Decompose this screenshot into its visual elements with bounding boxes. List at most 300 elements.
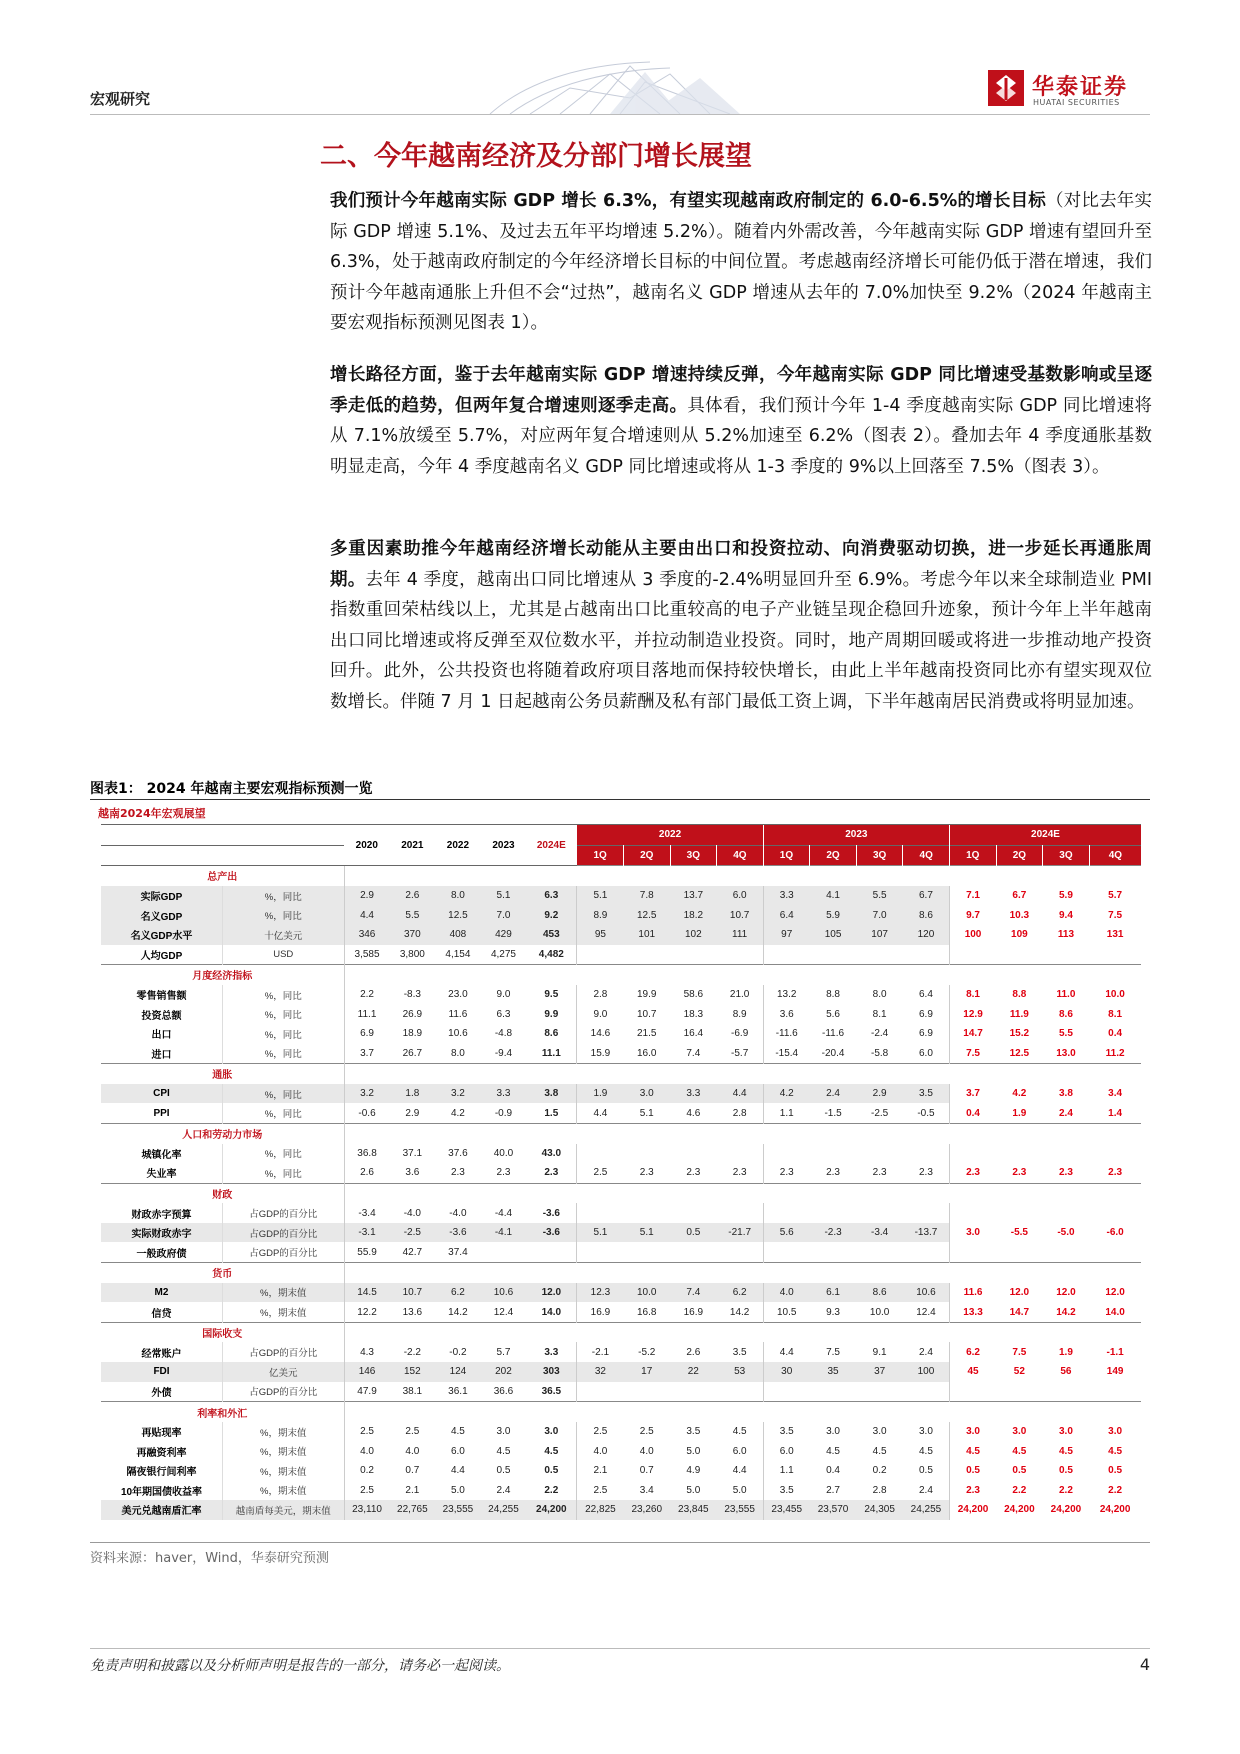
year-value: 9.2 (526, 905, 577, 925)
quarter-value: 6.9 (919, 1028, 933, 1040)
category-filler (903, 1322, 950, 1342)
quarter-value (950, 1242, 997, 1262)
quarter-value: 111 (717, 925, 764, 945)
row-label: 零售销售额 (136, 991, 187, 1003)
quarter-value: -1.1 (1106, 1346, 1124, 1358)
paragraph-2-body: 具体看，我们预计今年 1-4 季度越南实际 GDP 同比增速将从 7.1%放缓至 5.7%，对应两年复合增速则从 5.2%加速至 6.2%（图表 2）。叠加去年 4 季度通胀基数明显走高，今年 4 季度越南名义 GDP 同比增速或将从 1-3 季度的 9%以上回落至 7.5%（图表 3）。 (330, 395, 1153, 477)
quarter-value (717, 945, 764, 965)
figure-title: 图表1： 2024 年越南主要宏观指标预测一览 (90, 781, 373, 797)
quarter-value: 22 (670, 1362, 717, 1382)
quarter-value: -2.1 (577, 1342, 624, 1362)
category-filler (481, 1064, 527, 1084)
row-label: CPI (101, 1084, 223, 1104)
year-value: 0.5 (496, 1465, 511, 1477)
category-filler (390, 866, 436, 886)
category-filler (950, 1064, 997, 1084)
table-row (101, 1362, 1141, 1382)
row-unit: 占GDP的百分比 (223, 1242, 345, 1262)
category-filler (950, 1322, 997, 1342)
quarter-value: 16.9 (577, 1302, 624, 1322)
row-unit: %，同比 (223, 1004, 345, 1024)
quarter-value: 2.4 (1058, 1107, 1073, 1119)
table-row (101, 1382, 1141, 1402)
quarter-value: 58.6 (683, 989, 704, 1001)
quarter-value: 16.0 (637, 1047, 657, 1059)
category-filler (717, 965, 764, 985)
table-row (101, 1242, 1141, 1262)
quarter-value: 14.7 (950, 1024, 997, 1044)
category-filler (1089, 1123, 1141, 1143)
category-filler (390, 1402, 436, 1422)
year-value: 6.3 (496, 1008, 511, 1020)
category-filler (623, 1064, 670, 1084)
year-value: 9.9 (544, 1008, 559, 1020)
quarter-value (1089, 945, 1141, 965)
quarter-value (810, 1144, 857, 1164)
year-value: 37.6 (448, 1147, 468, 1159)
year-value: 47.9 (344, 1382, 390, 1402)
category-label: 月度经济指标 (101, 965, 344, 985)
year-value: 5.1 (481, 886, 527, 906)
footer-rule (90, 1648, 1150, 1649)
year-value: 10.7 (390, 1283, 436, 1303)
category-row (101, 1402, 1141, 1422)
category-label: 国际收支 (101, 1322, 344, 1342)
category-filler (435, 1322, 481, 1342)
paragraph-2 (330, 360, 1152, 482)
quarter-value (996, 1242, 1043, 1262)
category-filler (810, 1322, 857, 1342)
quarter-header: 4Q (717, 845, 764, 866)
quarter-value: 9.1 (872, 1346, 887, 1358)
quarter-value (670, 1382, 717, 1402)
quarter-value: 4.0 (639, 1445, 654, 1457)
quarter-value: 24,200 (1004, 1504, 1035, 1516)
quarter-value: 1.1 (763, 1461, 810, 1481)
row-unit: 占GDP的百分比 (223, 1342, 345, 1362)
quarter-value: 2.4 (919, 1484, 933, 1496)
year-value: 11.1 (344, 1004, 390, 1024)
year-value: 370 (390, 925, 436, 945)
quarter-value (996, 1203, 1043, 1223)
quarter-value: 12.5 (623, 905, 670, 925)
quarter-value: 14.2 (1056, 1306, 1076, 1318)
section-title: 二、今年越南经济及分部门增长展望 (320, 141, 752, 172)
quarter-value: 4.6 (686, 1107, 701, 1119)
category-filler (717, 1263, 764, 1283)
year-value (481, 1242, 527, 1262)
category-label: 财政 (101, 1183, 344, 1203)
quarter-value: 6.2 (950, 1342, 997, 1362)
category-filler (996, 965, 1043, 985)
huatai-logo-icon (988, 70, 1024, 106)
category-filler (1043, 1263, 1090, 1283)
quarter-value (810, 1203, 857, 1223)
quarter-value: 109 (1011, 929, 1028, 941)
quarter-value: 2.8 (872, 1484, 887, 1496)
year-value: 453 (526, 925, 577, 945)
quarter-value: 5.5 (1058, 1028, 1073, 1040)
year-value: 36.6 (493, 1385, 514, 1397)
quarter-value: 8.6 (856, 1283, 903, 1303)
year-value: 3.8 (526, 1084, 577, 1104)
category-filler (623, 1402, 670, 1422)
quarter-value: 9.4 (1058, 909, 1073, 921)
quarter-value: 8.1 (950, 985, 997, 1005)
quarter-value: 4.5 (1012, 1445, 1027, 1457)
quarter-value: 5.9 (810, 905, 857, 925)
category-filler (623, 1123, 670, 1143)
table-row (101, 985, 1141, 1005)
row-unit: %，同比 (223, 1144, 345, 1164)
year-header: 2023 (481, 825, 527, 866)
quarter-value: 18.3 (683, 1008, 704, 1020)
quarter-value (903, 1242, 950, 1262)
quarter-value (670, 1203, 717, 1223)
header-blank (223, 825, 345, 846)
quarter-value: 7.0 (856, 905, 903, 925)
table-row (101, 925, 1141, 945)
quarter-value (670, 1144, 717, 1164)
quarter-header: 4Q (1089, 845, 1141, 866)
category-filler (856, 965, 903, 985)
year-value: 6.0 (450, 1445, 465, 1457)
quarter-value: 23,570 (810, 1500, 857, 1520)
quarter-value: 7.8 (623, 886, 670, 906)
year-value: -2.2 (403, 1346, 421, 1358)
year-value: -2.5 (390, 1223, 436, 1243)
paragraph-2-lead: 增长路径方面，鉴于去年越南实际 GDP 增速持续反弹，今年越南实际 GDP 同比增速受基数影响或呈逐季走低的趋势，但两年复合增速则逐季走高。 (330, 365, 1152, 416)
quarter-value (623, 1203, 670, 1223)
year-value: 2.5 (344, 1481, 390, 1501)
row-unit: %，同比 (223, 1084, 345, 1104)
quarter-value (763, 945, 810, 965)
quarter-value: 2.3 (1012, 1167, 1027, 1179)
category-filler (996, 866, 1043, 886)
category-filler (1043, 1183, 1090, 1203)
year-value: 346 (344, 925, 390, 945)
year-value: 2.5 (405, 1426, 420, 1438)
quarter-value: 1.9 (1058, 1346, 1073, 1358)
year-value: 202 (481, 1362, 527, 1382)
quarter-value: 37 (856, 1362, 903, 1382)
header-dept: 宏观研究 (90, 90, 151, 108)
quarter-value: 7.5 (1108, 909, 1123, 921)
row-label: 名义GDP (101, 905, 223, 925)
category-filler (903, 1263, 950, 1283)
year-value: -3.6 (526, 1223, 577, 1243)
year-value: 4.3 (344, 1342, 390, 1362)
quarter-value: 14.2 (729, 1306, 750, 1318)
quarter-value (1043, 1203, 1090, 1223)
category-row (101, 1322, 1141, 1342)
quarter-value (577, 1382, 624, 1402)
quarter-value: 24,200 (950, 1500, 997, 1520)
category-filler (810, 1123, 857, 1143)
category-filler (1089, 1064, 1141, 1084)
category-filler (526, 1183, 577, 1203)
year-value: 11.1 (541, 1047, 561, 1059)
quarter-value: 3.0 (826, 1426, 840, 1438)
quarter-value: -11.6 (763, 1024, 810, 1044)
quarter-value: 5.6 (826, 1008, 840, 1020)
row-unit: 十亿美元 (223, 925, 345, 945)
year-value: 2.3 (496, 1167, 511, 1179)
table-quarter-row (101, 845, 1141, 866)
category-filler (856, 1263, 903, 1283)
category-filler (390, 1183, 436, 1203)
quarter-value: 0.4 (1108, 1028, 1123, 1040)
quarter-value: 6.0 (763, 1441, 810, 1461)
category-filler (763, 1123, 810, 1143)
quarter-value: 2.1 (577, 1461, 624, 1481)
year-value: 8.0 (435, 886, 481, 906)
quarter-value: 23,260 (623, 1500, 670, 1520)
quarter-value: 11.6 (950, 1283, 997, 1303)
category-filler (996, 1263, 1043, 1283)
quarter-value (1043, 945, 1090, 965)
category-filler (623, 1263, 670, 1283)
category-filler (623, 1322, 670, 1342)
quarter-value: 10.5 (763, 1302, 810, 1322)
year-value: 6.2 (435, 1283, 481, 1303)
header-decoration (470, 58, 750, 114)
year-value: 13.6 (402, 1306, 423, 1318)
row-unit: USD (223, 945, 345, 965)
quarter-value: 1.9 (1012, 1107, 1027, 1119)
category-filler (577, 1183, 624, 1203)
table-row (101, 1461, 1141, 1481)
category-filler (577, 1263, 624, 1283)
quarter-value: 10.7 (717, 905, 764, 925)
quarter-value: 8.6 (1058, 1008, 1073, 1020)
category-filler (996, 1402, 1043, 1422)
year-value: 38.1 (402, 1385, 423, 1397)
quarter-value: 120 (903, 925, 950, 945)
quarter-value: 15.2 (1009, 1028, 1030, 1040)
year-value: 8.6 (544, 1028, 559, 1040)
quarter-value: 2.8 (732, 1107, 747, 1119)
table-row (101, 1342, 1141, 1362)
category-filler (623, 866, 670, 886)
category-filler (1089, 1263, 1141, 1283)
quarter-value (717, 1144, 764, 1164)
quarter-value: -6.0 (1106, 1227, 1124, 1239)
paragraph-3 (330, 534, 1152, 717)
quarter-value: -2.3 (810, 1223, 857, 1243)
year-value: 37.1 (402, 1147, 423, 1159)
year-value: 2.9 (405, 1107, 420, 1119)
quarter-value (856, 1203, 903, 1223)
quarter-value (903, 1144, 950, 1164)
row-label: 进口 (151, 1049, 172, 1061)
quarter-value: 16.8 (637, 1306, 657, 1318)
row-label: 一般政府债 (136, 1248, 187, 1260)
quarter-value: 14.6 (577, 1024, 624, 1044)
quarter-value (810, 1382, 857, 1402)
year-value: 0.7 (405, 1465, 420, 1477)
quarter-value: 3.0 (950, 1223, 997, 1243)
category-filler (1043, 1322, 1090, 1342)
row-label: M2 (101, 1283, 223, 1303)
year-value: 3.6 (405, 1167, 420, 1179)
quarter-value: 24,200 (1050, 1504, 1082, 1516)
quarter-value: 10.0 (869, 1306, 890, 1318)
quarter-value: 6.4 (919, 989, 933, 1001)
quarter-value: 0.7 (639, 1465, 654, 1477)
table-row (101, 1223, 1141, 1243)
year-value: 3,800 (399, 948, 425, 960)
quarter-value: 6.0 (919, 1047, 933, 1059)
paragraph-1-body: （对比去年实际 GDP 增速 5.1%、及过去五年平均增速 5.2%）。随着内外需改善，今年越南实际 GDP 增速有望回升至 6.3%，处于越南政府制定的今年经济增长目标的中间位置。考虑越南经济增长可能仍低于潜在增速，我们预计今年越南通胀上升但不会“过热”，越南名义 GDP 增速从去年的 7.0%加快至 9.2%（2024 年越南主要宏观指标预测见图表 1）。 (330, 191, 1153, 333)
year-value: 4.0 (405, 1445, 420, 1457)
quarter-value: 3.0 (1108, 1426, 1123, 1438)
category-filler (577, 1123, 624, 1143)
year-value: 3.3 (544, 1346, 559, 1358)
quarter-value: 6.0 (732, 1445, 747, 1457)
year-value: -0.2 (449, 1346, 467, 1358)
quarter-value: 0.5 (1058, 1465, 1073, 1477)
row-unit: %，期末值 (223, 1481, 345, 1501)
category-filler (1089, 1322, 1141, 1342)
year-value: 3.2 (435, 1084, 481, 1104)
quarter-value: 14.0 (1105, 1306, 1125, 1318)
quarter-value (1089, 1144, 1141, 1164)
quarter-value (810, 945, 857, 965)
quarter-value: 45 (950, 1362, 997, 1382)
logo-en-text: HUATAI SECURITIES (1033, 98, 1120, 107)
quarter-value: 2.5 (577, 1481, 624, 1501)
quarter-value: 8.9 (577, 905, 624, 925)
year-value: 23.0 (448, 989, 468, 1001)
year-value: 11.6 (448, 1008, 468, 1020)
category-filler (344, 1402, 390, 1422)
table-row (101, 1422, 1141, 1442)
quarter-value: -5.2 (638, 1346, 656, 1358)
year-value: 3.3 (481, 1084, 527, 1104)
quarter-value: 4.5 (1108, 1445, 1123, 1457)
quarter-value: 53 (717, 1362, 764, 1382)
year-value: 1.5 (544, 1107, 559, 1119)
year-value: 24,200 (526, 1500, 577, 1520)
table-row (101, 905, 1141, 925)
category-filler (390, 1064, 436, 1084)
row-unit: 占GDP的百分比 (223, 1223, 345, 1243)
paragraph-3-body: 去年 4 季度，越南出口同比增速从 3 季度的-2.4%明显回升至 6.9%。考虑今年以来全球制造业 PMI 指数重回荣枯线以上，尤其是占越南出口比重较高的电子产业链呈现企稳回升迹象，预计今年上半年越南出口同比增速或将反弹至双位数水平，并拉动制造业投资。同时，地产周期回暖或将进一步推动地产投资回升。此外，公共投资也将随着政府项目落地而保持较快增长，由此上半年越南投资同比亦有望实现双位数增长。伴随 7 月 1 日起越南公务员薪酬及私有部门最低工资上调，下半年越南居民消费或将明显加速。 (330, 569, 1152, 712)
year-value: 5.5 (390, 905, 436, 925)
header-rule (90, 114, 1150, 115)
category-filler (435, 1123, 481, 1143)
quarter-value: 12.4 (916, 1306, 936, 1318)
quarter-value: 10.0 (623, 1283, 670, 1303)
quarter-value (670, 945, 717, 965)
category-filler (390, 1322, 436, 1342)
quarter-value (996, 1382, 1043, 1402)
quarter-value: 12.0 (1105, 1286, 1125, 1298)
quarter-value (856, 1242, 903, 1262)
quarter-value: 2.3 (1058, 1167, 1073, 1179)
quarter-value: 0.5 (1012, 1465, 1027, 1477)
category-filler (526, 1402, 577, 1422)
year-value: 14.2 (448, 1306, 468, 1318)
quarter-value: 2.2 (1012, 1484, 1027, 1496)
category-label: 利率和外汇 (101, 1402, 344, 1422)
year-value: -9.4 (494, 1047, 513, 1059)
quarter-value: 7.5 (826, 1346, 840, 1358)
row-unit: %，期末值 (223, 1283, 345, 1303)
category-filler (763, 1064, 810, 1084)
quarter-value: 1.9 (577, 1084, 624, 1104)
quarter-value: 15.9 (577, 1044, 624, 1064)
year-value: 37.4 (448, 1246, 468, 1258)
quarter-value (763, 1242, 810, 1262)
quarter-value: 3.0 (1058, 1426, 1073, 1438)
quarter-value: -21.7 (717, 1223, 764, 1243)
year-value: 146 (344, 1362, 390, 1382)
category-filler (481, 1402, 527, 1422)
year-value: 18.9 (402, 1028, 423, 1040)
footer-disclaimer: 免责声明和披露以及分析师声明是报告的一部分，请务必一起阅读。 (90, 1658, 510, 1674)
year-value: 5.0 (450, 1484, 465, 1496)
row-unit: %，同比 (223, 1024, 345, 1044)
row-label: 出口 (151, 1030, 172, 1042)
quarter-value (763, 1203, 810, 1223)
category-row (101, 866, 1141, 886)
category-filler (950, 1183, 997, 1203)
quarter-value: -2.4 (871, 1028, 889, 1040)
quarter-value (670, 1242, 717, 1262)
quarter-value: 3.5 (732, 1346, 747, 1358)
quarter-value: 4.4 (577, 1103, 624, 1123)
year-value: 26.9 (402, 1008, 423, 1020)
quarter-value (577, 945, 624, 965)
category-label: 总产出 (101, 866, 344, 886)
quarter-value (1043, 1242, 1090, 1262)
category-filler (763, 1183, 810, 1203)
table-row (101, 1500, 1141, 1520)
quarter-value: -5.5 (1010, 1227, 1028, 1239)
quarter-value: 23,555 (717, 1500, 764, 1520)
year-value: -3.4 (344, 1203, 390, 1223)
category-row (101, 1064, 1141, 1084)
table-row (101, 1084, 1141, 1104)
category-filler (717, 1064, 764, 1084)
year-value: -4.8 (494, 1028, 513, 1040)
year-value: 36.1 (448, 1385, 468, 1397)
paragraph-3-lead: 多重因素助推今年越南经济增长动能从主要由出口和投资拉动、向消费驱动切换，进一步延长再通胀周期。 (330, 539, 1152, 590)
quarter-value (623, 1144, 670, 1164)
year-value: 36.8 (344, 1144, 390, 1164)
quarter-value: -20.4 (821, 1047, 845, 1059)
category-filler (996, 1064, 1043, 1084)
quarter-value: 102 (670, 925, 717, 945)
quarter-value: 19.9 (637, 989, 657, 1001)
year-value: 2.6 (344, 1163, 390, 1183)
quarter-value: 2.3 (732, 1167, 747, 1179)
quarter-value: 7.5 (950, 1044, 997, 1064)
category-label: 人口和劳动力市场 (101, 1123, 344, 1143)
table-row (101, 1044, 1141, 1064)
category-filler (903, 1402, 950, 1422)
quarter-value: 4.0 (577, 1441, 624, 1461)
quarter-value: 3.5 (903, 1084, 950, 1104)
quarter-value: 3.5 (763, 1422, 810, 1442)
year-value: -4.1 (481, 1223, 527, 1243)
row-label: PPI (153, 1107, 170, 1119)
quarter-value (856, 945, 903, 965)
quarter-header: 3Q (856, 845, 903, 866)
row-label: 信贷 (151, 1308, 172, 1320)
